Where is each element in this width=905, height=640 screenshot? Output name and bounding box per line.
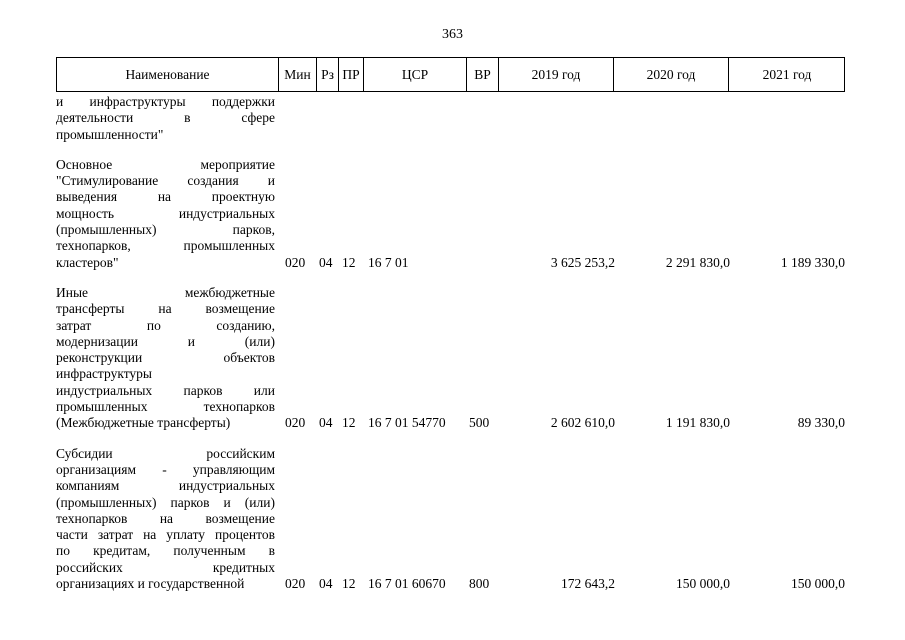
row-name-line: (Межбюджетные трансферты) — [56, 415, 231, 431]
cell-min: 020 — [285, 415, 306, 431]
row-name-line: компаниям индустриальных — [56, 478, 275, 494]
row-name — [56, 157, 275, 271]
row-name-line: части затрат на уплату процентов — [56, 527, 275, 543]
row-name-line: реконструкции объектов — [56, 350, 275, 366]
row-name-line: организациях и государственной — [56, 576, 245, 592]
cell-pr: 12 — [342, 576, 356, 592]
cell-csr: 16 7 01 — [368, 254, 409, 270]
header-vr: ВР — [467, 58, 499, 91]
row-name-line: модернизации и (или) — [56, 333, 275, 349]
row-name-line: деятельности в сфере — [56, 110, 275, 126]
row-name-line: выведения на проектную — [56, 189, 275, 205]
row-name-line: затрат по созданию, — [56, 317, 275, 333]
header-2019: 2019 год — [499, 58, 614, 91]
table-row — [56, 285, 845, 432]
header-csr: ЦСР — [364, 58, 467, 91]
table-row — [56, 157, 845, 271]
cell-2020: 150 000,0 — [676, 576, 730, 592]
row-name — [56, 446, 275, 593]
row-name-line: (промышленных) парков, — [56, 222, 275, 238]
cell-2021: 150 000,0 — [791, 576, 845, 592]
row-name-line: "Стимулирование создания и — [56, 173, 275, 189]
cell-vr: 500 — [469, 415, 490, 431]
row-name-line: промышленности" — [56, 126, 164, 142]
row-name-line: технопарков, промышленных — [56, 238, 275, 254]
cell-min: 020 — [285, 576, 306, 592]
row-name-line: российских кредитных — [56, 559, 275, 575]
cell-csr: 16 7 01 60670 — [368, 576, 446, 592]
cell-rz: 04 — [319, 254, 333, 270]
cell-2021: 1 189 330,0 — [780, 254, 845, 270]
cell-2019: 3 625 253,2 — [550, 254, 615, 270]
row-cells — [56, 127, 845, 143]
row-name-line: Иные межбюджетные — [56, 284, 275, 300]
row-name-line: технопарков на возмещение — [56, 510, 275, 526]
header-2020: 2020 год — [614, 58, 729, 91]
row-cells — [56, 255, 845, 271]
table-header — [56, 57, 845, 92]
table-body — [56, 94, 845, 606]
cell-rz: 04 — [319, 576, 333, 592]
cell-min: 020 — [285, 254, 306, 270]
cell-csr: 16 7 01 54770 — [368, 415, 446, 431]
cell-vr: 800 — [469, 576, 490, 592]
row-name-line: инфраструктуры — [56, 366, 152, 382]
row-cells — [56, 416, 845, 432]
cell-pr: 12 — [342, 254, 356, 270]
row-name-line: Основное мероприятие — [56, 156, 275, 172]
table-row — [56, 446, 845, 593]
row-name-line: по кредитам, полученным в — [56, 543, 275, 559]
row-name-line: (промышленных) парков и (или) — [56, 494, 275, 510]
header-name: Наименование — [57, 58, 279, 91]
cell-pr: 12 — [342, 415, 356, 431]
page-number: 363 — [442, 27, 463, 42]
header-pr: ПР — [339, 58, 364, 91]
row-cells — [56, 576, 845, 592]
row-name-line: мощность индустриальных — [56, 205, 275, 221]
header-rz: Рз — [317, 58, 339, 91]
row-name-line: организациям - управляющим — [56, 461, 275, 477]
row-name-line: индустриальных парков или — [56, 382, 275, 398]
cell-rz: 04 — [319, 415, 333, 431]
cell-2019: 172 643,2 — [561, 576, 615, 592]
row-name-line: трансферты на возмещение — [56, 301, 275, 317]
row-name-line: кластеров" — [56, 254, 119, 270]
row-name-line: и инфраструктуры поддержки — [56, 94, 275, 109]
row-name-line: промышленных технопарков — [56, 399, 275, 415]
row-name-line: Субсидии российским — [56, 445, 275, 461]
cell-2020: 2 291 830,0 — [665, 254, 730, 270]
header-min: Мин — [279, 58, 317, 91]
header-2021: 2021 год — [762, 66, 812, 82]
row-name — [56, 285, 275, 432]
table-row — [56, 94, 845, 143]
cell-2021: 89 330,0 — [797, 415, 845, 431]
cell-2019: 2 602 610,0 — [550, 415, 615, 431]
cell-2020: 1 191 830,0 — [665, 415, 730, 431]
